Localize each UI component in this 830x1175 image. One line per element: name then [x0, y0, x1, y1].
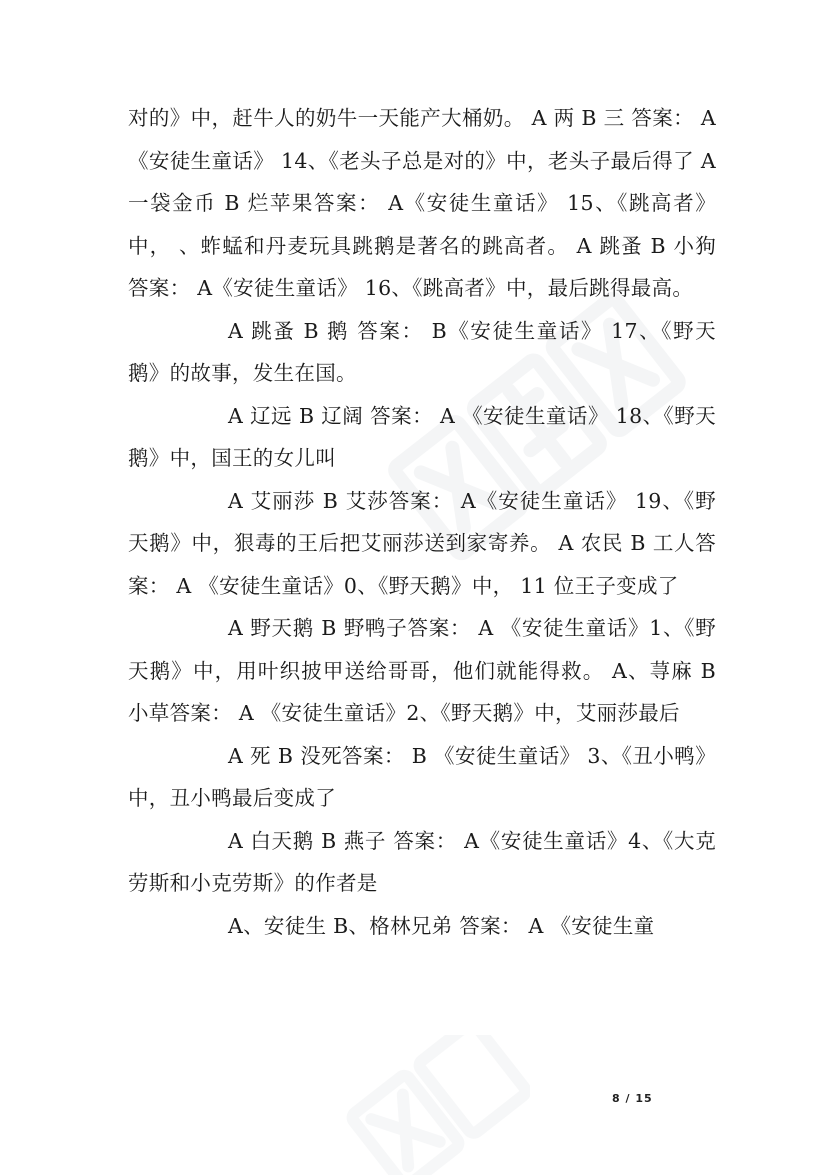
paragraph: A 艾丽莎 B 艾莎答案： A《安徒生童话》 19、《野天鹅》中，狠毒的王后把艾丽莎送到家寄养。 A 农民 B 工人答案： A 《安徒生童话》0、《野天鹅》中， 11 位王子变成了	[128, 488, 716, 598]
paragraph: 对的》中，赶牛人的奶牛一天能产大桶奶。 A 两 B 三 答案： A 《安徒生童话》 14、《老头子总是对的》中，老头子最后得了 A 一袋金币 B 烂苹果答案： A《安徒生童话》 15、《跳高者》中， 、蚱蜢和丹麦玩具跳鹅是著名的跳高者。 A 跳蚤 B 小狗 答案： A《安徒生童话》 16、《跳高者》中，最后跳得最高。	[128, 106, 716, 300]
watermark-fragment-icon	[330, 1035, 530, 1175]
paragraph: A 辽远 B 辽阔 答案： A 《安徒生童话》 18、《野天鹅》中，国王的女儿叫	[128, 403, 716, 470]
paragraph: A 白天鹅 B 燕子 答案： A《安徒生童话》4、《大克劳斯和小克劳斯》的作者是	[128, 828, 716, 895]
paragraph: A 野天鹅 B 野鸭子答案： A 《安徒生童话》1、《野天鹅》中，用叶织披甲送给哥哥，他们就能得救。 A、荨麻 B 小草答案： A 《安徒生童话》2、《野天鹅》中，艾丽莎最后	[128, 616, 716, 725]
paragraph: A 死 B 没死答案： B 《安徒生童话》 3、《丑小鸭》中，丑小鸭最后变成了	[128, 743, 716, 810]
page-number: 8 / 15	[612, 1092, 653, 1105]
paragraph: A、安徒生 B、格林兄弟 答案： A 《安徒生童	[228, 913, 655, 938]
paragraph: A 跳蚤 B 鹅 答案： B《安徒生童话》 17、《野天鹅》的故事，发生在国。	[128, 318, 716, 385]
document-body	[128, 97, 716, 947]
